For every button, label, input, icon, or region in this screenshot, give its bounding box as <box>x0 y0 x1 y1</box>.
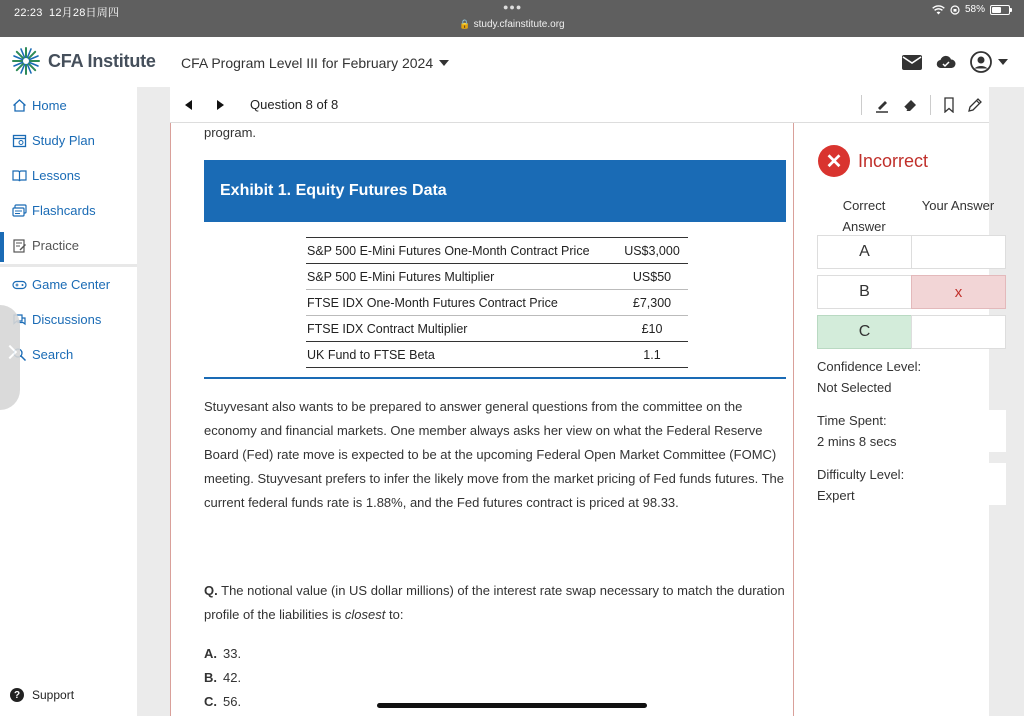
browser-menu-dots[interactable]: ●●● <box>503 2 523 12</box>
table-cell-label: FTSE IDX Contract Multiplier <box>306 316 616 342</box>
sidebar-item-label: Practice <box>32 238 79 253</box>
sidebar-item-label: Discussions <box>32 312 102 327</box>
sidebar-item-discussions[interactable] <box>12 312 101 327</box>
cfa-globe-icon <box>10 45 42 77</box>
sidebar-item-lessons[interactable] <box>12 168 80 183</box>
question-text: The notional value (in US dollar millions) of the interest rate swap necessary to match the duration profile of the liabilities is <box>204 583 785 622</box>
table-row <box>306 342 688 368</box>
sidebar <box>0 87 137 716</box>
question-counter: Question 8 of 8 <box>250 97 339 112</box>
battery-icon <box>990 5 1010 15</box>
next-question-button[interactable] <box>217 100 224 110</box>
app-header <box>0 37 1024 87</box>
cards-icon <box>12 203 27 218</box>
highlighter-icon[interactable] <box>874 97 890 113</box>
chevron-down-icon <box>998 59 1008 65</box>
toolbar-divider <box>930 95 931 115</box>
eraser-icon[interactable] <box>902 97 918 113</box>
time-spent-label: Time Spent: <box>817 413 887 428</box>
sidebar-divider <box>0 264 137 267</box>
cloud-sync-icon[interactable] <box>936 55 956 69</box>
toolbar-divider <box>861 95 862 115</box>
option-letter: B. <box>204 670 217 685</box>
gamepad-icon <box>12 277 27 292</box>
sidebar-item-game-center[interactable] <box>12 277 110 292</box>
bookmark-icon[interactable] <box>943 97 955 113</box>
calendar-icon <box>12 133 27 148</box>
support-label: Support <box>32 688 75 702</box>
chevron-down-icon <box>439 60 449 66</box>
result-status-label: Incorrect <box>858 150 929 171</box>
confidence-value: Not Selected <box>817 380 892 395</box>
home-icon <box>12 98 27 113</box>
section-divider <box>204 377 786 379</box>
brand-name: CFA Institute <box>48 50 156 71</box>
sidebar-item-label: Study Plan <box>32 133 95 148</box>
book-icon <box>12 168 27 183</box>
content-gutter-right <box>989 87 1024 716</box>
user-avatar-icon <box>970 51 992 73</box>
question-text-end: to: <box>385 607 404 622</box>
sidebar-item-home[interactable] <box>12 98 67 113</box>
table-cell-value: £7,300 <box>616 290 688 316</box>
content-gutter-left <box>137 87 170 716</box>
table-cell-label: S&P 500 E-Mini Futures Multiplier <box>306 264 616 290</box>
time-spent-value: 2 mins 8 secs <box>817 434 897 449</box>
question-stem <box>204 579 789 627</box>
table-cell-label: FTSE IDX One-Month Futures Contract Price <box>306 290 616 316</box>
mail-icon[interactable] <box>902 55 922 70</box>
option-text: 33. <box>223 646 242 661</box>
pencil-icon[interactable] <box>967 97 983 113</box>
table-cell-value: £10 <box>616 316 688 342</box>
option-letter: A. <box>204 646 217 661</box>
futures-data-table <box>306 237 688 368</box>
cfa-logo[interactable] <box>10 45 156 77</box>
wifi-icon <box>932 5 945 15</box>
correct-answer-cell-c: C <box>817 315 912 349</box>
account-menu[interactable] <box>970 51 1008 73</box>
confidence-label: Confidence Level: <box>817 359 922 374</box>
status-right <box>932 4 1010 15</box>
option-text: 42. <box>223 670 242 685</box>
sidebar-item-search[interactable] <box>12 347 73 362</box>
sidebar-item-label: Game Center <box>32 277 111 292</box>
answer-option-a[interactable] <box>204 646 241 661</box>
table-cell-value: US$50 <box>616 264 688 290</box>
battery-percent: 58% <box>964 4 985 15</box>
address-bar[interactable]: 🔒 study.cfainstitute.org <box>459 19 565 30</box>
table-cell-value: 1.1 <box>616 342 688 368</box>
your-answer-header: Your Answer <box>921 198 995 213</box>
continued-text: program. <box>204 125 257 140</box>
incorrect-icon: ✕ <box>818 145 850 177</box>
sidebar-item-label: Flashcards <box>32 203 96 218</box>
gutter-block <box>989 410 1006 452</box>
edge-swipe-handle[interactable] <box>0 305 20 410</box>
question-emphasis: closest <box>344 607 386 622</box>
sidebar-item-label: Search <box>32 347 74 362</box>
sidebar-item-practice[interactable] <box>12 238 79 253</box>
table-row <box>306 238 688 264</box>
program-selector[interactable] <box>181 55 449 71</box>
status-time: 22:23 12月28日周四 <box>14 7 120 19</box>
correct-answer-header: Correct Answer <box>842 198 886 234</box>
orientation-lock-icon <box>950 5 960 15</box>
help-icon: ? <box>10 688 24 702</box>
sidebar-item-flashcards[interactable] <box>12 203 96 218</box>
question-content <box>170 123 794 716</box>
clipboard-icon <box>12 238 27 253</box>
correct-answer-cell-b: B <box>817 275 912 309</box>
question-prefix: Q. <box>204 583 218 598</box>
sidebar-item-study-plan[interactable] <box>12 133 95 148</box>
table-row <box>306 264 688 290</box>
option-text: 56. <box>223 694 242 709</box>
header-actions <box>902 51 1008 73</box>
annotation-tools <box>861 95 983 115</box>
difficulty-value: Expert <box>817 488 855 503</box>
gutter-block <box>989 463 1006 505</box>
result-panel <box>795 123 995 716</box>
answer-option-b[interactable] <box>204 670 241 685</box>
difficulty-label: Difficulty Level: <box>817 467 905 482</box>
table-cell-label: UK Fund to FTSE Beta <box>306 342 616 368</box>
table-cell-value: US$3,000 <box>616 238 688 264</box>
your-answer-cell-a <box>911 235 1006 269</box>
table-cell-label: S&P 500 E-Mini Futures One-Month Contract Price <box>306 238 616 264</box>
program-label: CFA Program Level III for February 2024 <box>181 55 434 71</box>
your-answer-cell-c <box>911 315 1006 349</box>
result-status <box>818 145 928 177</box>
exhibit-title: Exhibit 1. Equity Futures Data <box>204 160 786 222</box>
sidebar-item-label: Lessons <box>32 168 81 183</box>
sidebar-item-label: Home <box>32 98 67 113</box>
lock-icon: 🔒 <box>459 19 471 29</box>
table-row <box>306 290 688 316</box>
home-indicator[interactable] <box>377 703 647 708</box>
table-row <box>306 316 688 342</box>
question-toolbar <box>170 87 989 123</box>
correct-answer-cell-a: A <box>817 235 912 269</box>
active-indicator <box>0 232 4 262</box>
vignette-paragraph: Stuyvesant also wants to be prepared to answer general questions from the committee on the economy and financial markets. One member always asks her view on what the Federal Reserve Board (Fed) rate move is expected to be at the upcoming Federal Open Market Committee (FOMC) meeting. Stuyvesant prefers to infer the likely move from the market pricing of Fed funds futures. The current federal funds rate is 1.88%, and the Fed futures contract is priced at 98.33. <box>204 399 784 510</box>
status-bar <box>0 0 1024 37</box>
answer-option-c[interactable] <box>204 694 241 709</box>
your-answer-cell-b: x <box>911 275 1006 309</box>
support-link[interactable] <box>10 688 74 702</box>
previous-question-button[interactable] <box>185 100 192 110</box>
option-letter: C. <box>204 694 217 709</box>
